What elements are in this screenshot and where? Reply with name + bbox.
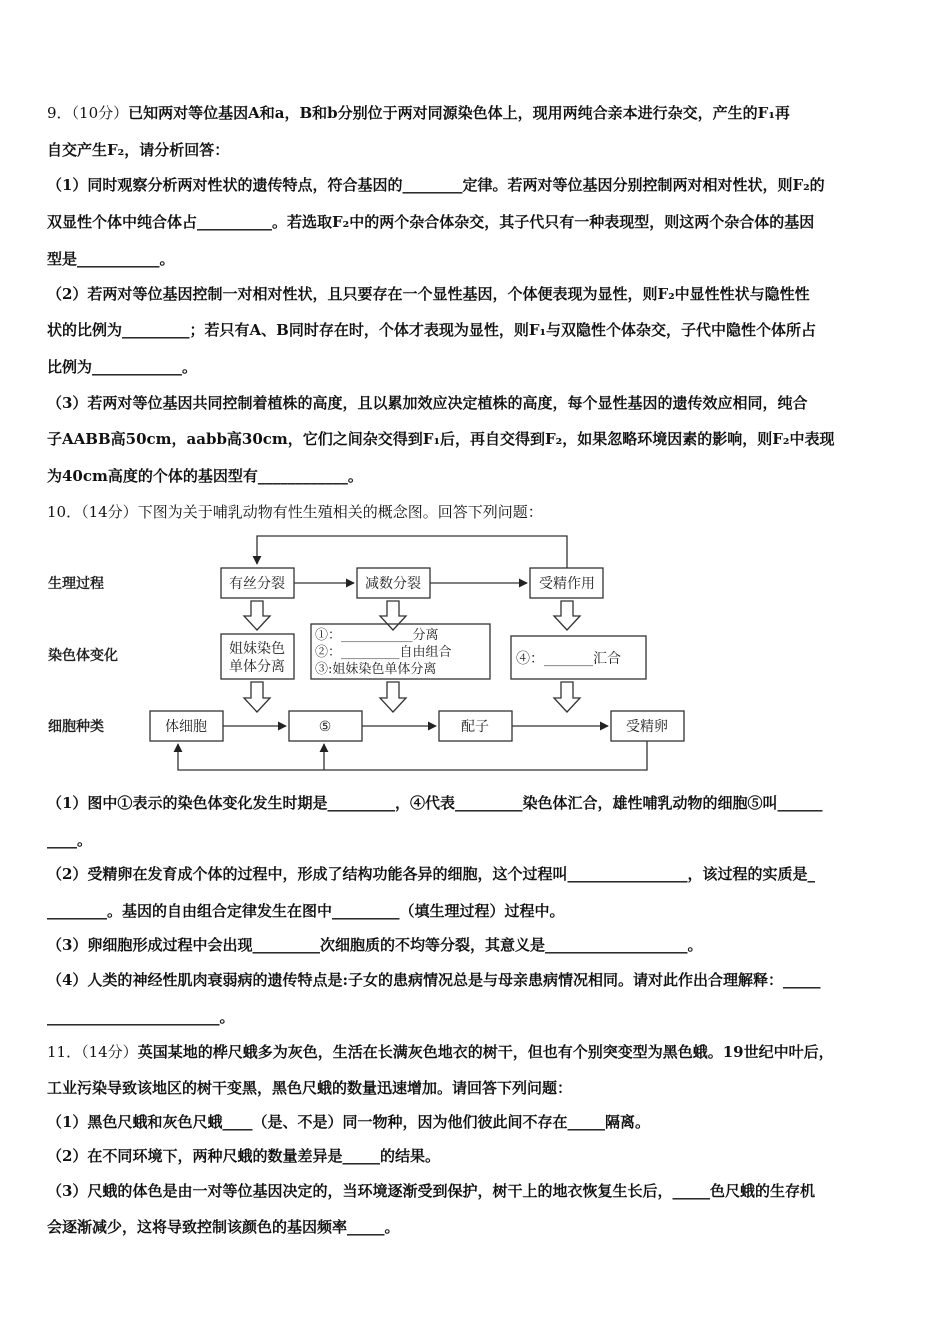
hollow-arrow-down-2	[380, 601, 406, 630]
q9-line-1	[47, 103, 790, 123]
hollow-arrow-down-1	[244, 601, 270, 630]
label-somatic-cell: 体细胞	[165, 719, 207, 735]
chrom-left-1: 姐妹染色	[229, 641, 285, 657]
q10-part1-a: （1）图中①表示的染色体变化发生时期是_________，④代表_________染色体汇合，雄性哺乳动物的细胞⑤叫______	[47, 794, 823, 812]
q9-part1-a: （1）同时观察分析两对性状的遗传特点，符合基因的________定律。若两对等位基因分别控制两对相对性状，则F₂的	[47, 176, 825, 194]
q10-part3: （3）卵细胞形成过程中会出现_________次细胞质的不均等分裂，其意义是___________________。	[47, 936, 703, 954]
q10-line-1	[47, 502, 543, 522]
q11-part3-b: 会逐渐减少，这将导致控制该颜色的基因频率_____。	[47, 1218, 400, 1236]
q9-stem-1: 已知两对等位基因A和a，B和b分别位于两对同源染色体上，现用两纯合亲本进行杂交，产生的F₁再	[128, 104, 790, 122]
q9-part3-c: 为40cm高度的个体的基因型有____________。	[47, 467, 363, 485]
q11-part2: （2）在不同环境下，两种尺蛾的数量差异是_____的结果。	[47, 1147, 440, 1165]
chrom-left-2: 单体分离	[229, 659, 285, 675]
q10-part2-a: （2）受精卵在发育成个体的过程中，形成了结构功能各异的细胞，这个过程叫________________，该过程的实质是_	[47, 865, 815, 883]
q9-part3-a: （3）若两对等位基因共同控制着植株的高度，且以累加效应决定植株的高度，每个显性基因的遗传效应相同，纯合	[47, 394, 808, 412]
row-label-cells: 细胞种类	[48, 719, 104, 735]
q10-part2-b: ________。基因的自由组合定律发生在图中_________（填生理过程）过程中。	[47, 902, 565, 920]
q11-part3-a: （3）尺蛾的体色是由一对等位基因决定的，当环境逐渐受到保护，树干上的地衣恢复生长后，_____色尺蛾的生存机	[47, 1182, 815, 1200]
label-cell-5: ⑤	[318, 719, 332, 735]
q9-part1-b: 双显性个体中纯合体占__________。若选取F₂中的两个杂合体杂交，其子代只有一种表现型，则这两个杂合体的基因	[47, 213, 815, 231]
q9-number: 9．（10分）	[47, 104, 129, 122]
q9-part2-c: 比例为____________。	[47, 358, 198, 376]
hollow-arrow-down-6	[554, 682, 580, 712]
q11-number: 11．（14分）	[47, 1043, 138, 1061]
q9-part3-b: 子AABB高50cm，aabb高30cm，它们之间杂交得到F₁后，再自交得到F₂，如果忽略环境因素的影响，则F₂中表现	[47, 430, 835, 448]
q11-stem-1: 英国某地的桦尺蛾多为灰色，生活在长满灰色地衣的树干，但也有个别突变型为黑色蛾。19世纪中叶后，	[137, 1043, 834, 1061]
q11-part1: （1）黑色尺蛾和灰色尺蛾____（是、不是）同一物种，因为他们彼此间不存在_____隔离。	[47, 1113, 650, 1131]
label-zygote: 受精卵	[626, 719, 668, 735]
concept-diagram	[40, 528, 700, 778]
row-label-chromosome: 染色体变化	[48, 648, 118, 664]
loop-arrow-bottom	[178, 741, 647, 770]
chrom-mid-3: ③:姐妹染色单体分离	[315, 662, 437, 677]
q10-intro: 下图为关于哺乳动物有性生殖相关的概念图。回答下列问题：	[137, 503, 543, 521]
chrom-mid-1: ①：___________分离	[315, 628, 439, 643]
chrom-mid-2: ②：_________自由组合	[315, 645, 452, 660]
label-gamete: 配子	[461, 719, 489, 735]
q10-part4-a: （4）人类的神经性肌肉衰弱病的遗传特点是:子女的患病情况总是与母亲患病情况相同。请对此作出合理解释：_____	[47, 971, 821, 989]
hollow-arrow-down-5	[380, 682, 406, 712]
q9-part2-a: （2）若两对等位基因控制一对相对性状，且只要存在一个显性基因，个体便表现为显性，则F₂中显性性状与隐性性	[47, 285, 810, 303]
loop-arrow-top	[257, 536, 567, 568]
q11-line-2: 工业污染导致该地区的树干变黑，黑色尺蛾的数量迅速增加。请回答下列问题：	[47, 1079, 573, 1097]
q10-number: 10．（14分）	[47, 503, 138, 521]
label-meiosis: 减数分裂	[365, 576, 421, 592]
hollow-arrow-down-4	[244, 682, 270, 712]
q9-part1-c: 型是___________。	[47, 250, 175, 268]
q10-part4-b: _______________________。	[47, 1008, 235, 1026]
q9-line-2: 自交产生F₂，请分析回答：	[47, 141, 230, 159]
hollow-arrow-down-3	[554, 601, 580, 630]
q11-line-1	[47, 1042, 834, 1062]
q9-part2-b: 状的比例为_________；若只有A、B同时存在时，个体才表现为显性，则F₁与双隐性个体杂交，子代中隐性个体所占	[47, 321, 817, 339]
label-fertilization: 受精作用	[539, 576, 595, 592]
q10-part1-b: ____。	[47, 831, 93, 849]
label-mitosis: 有丝分裂	[229, 576, 285, 592]
row-label-process: 生理过程	[48, 576, 104, 592]
chrom-right: ④：_______汇合	[516, 651, 621, 667]
